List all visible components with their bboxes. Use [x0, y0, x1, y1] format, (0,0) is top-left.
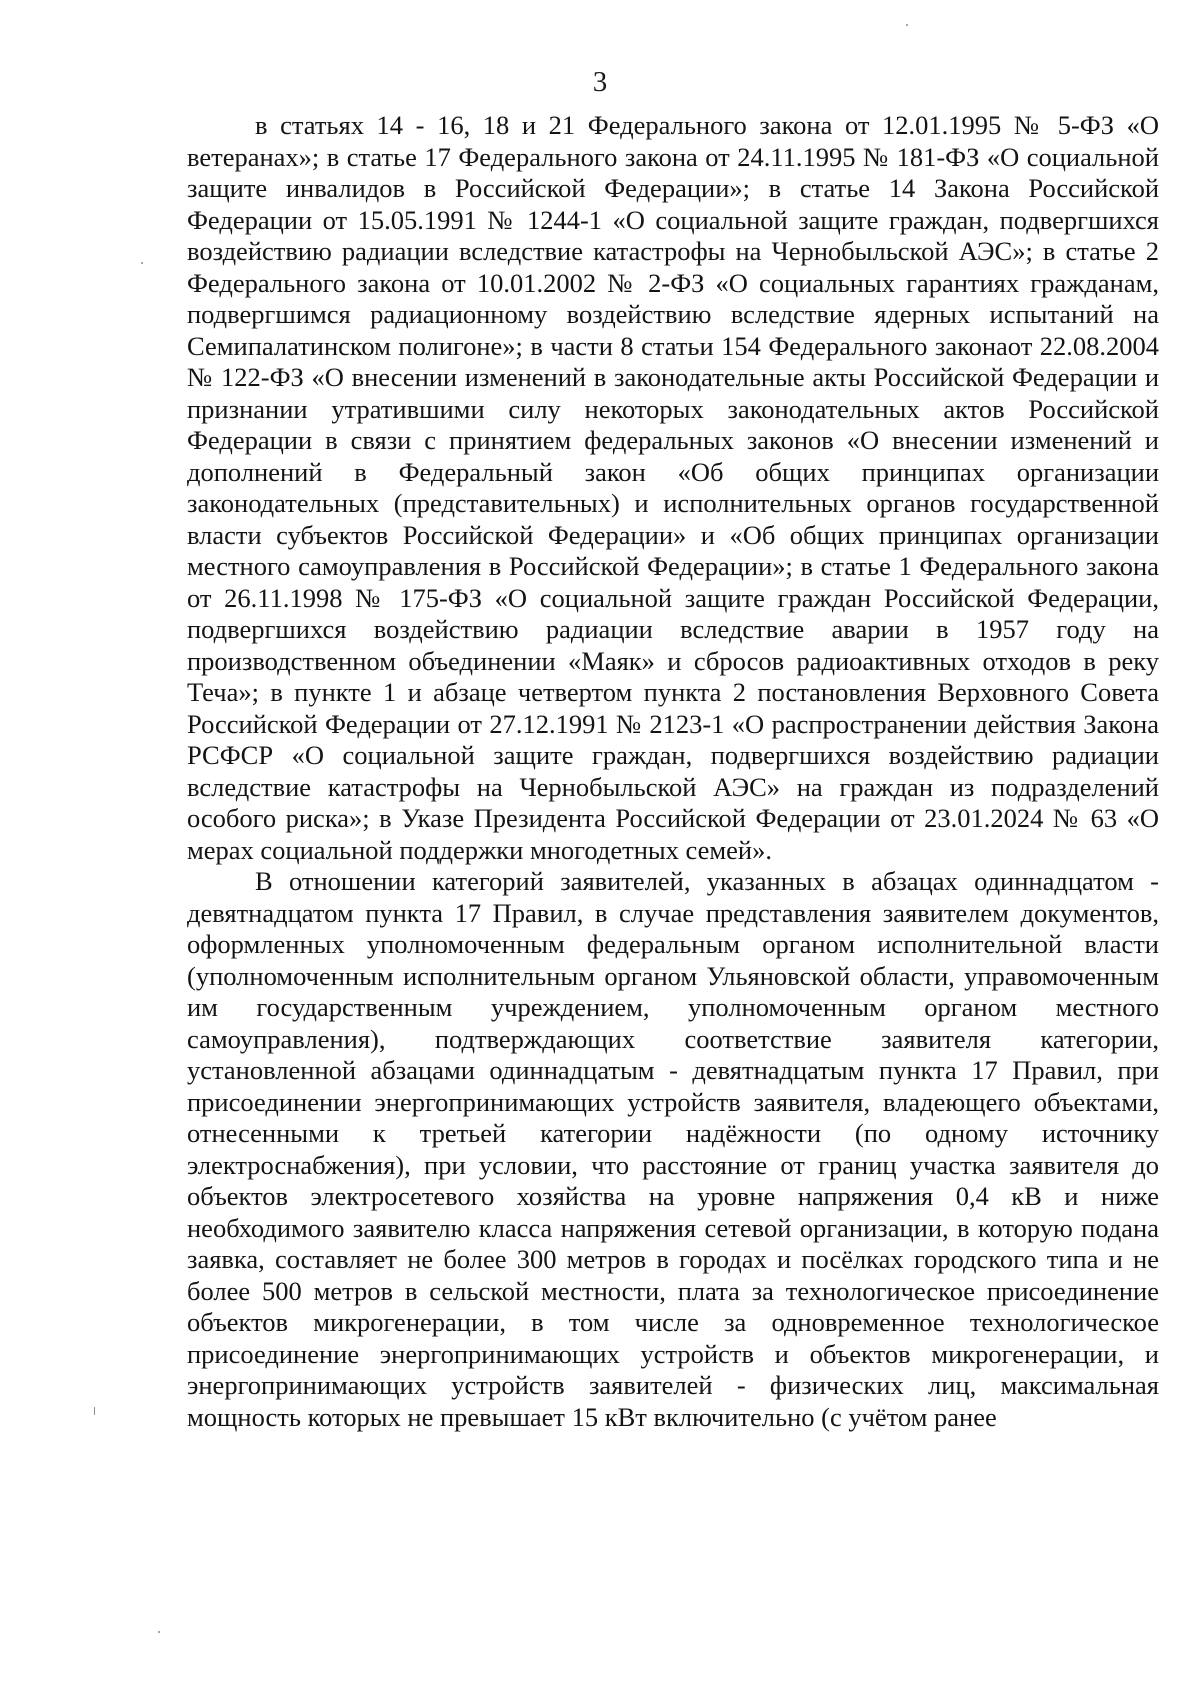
- scan-mark: [94, 1407, 95, 1415]
- document-body: [187, 110, 1159, 1433]
- paragraph-legal-references: в статьях 14 - 16, 18 и 21 Федерального закона от 12.01.1995 № 5-ФЗ «О ветеранах»; в статье 17 Федерального закона от 24.11.1995 № 181-ФЗ «О социальной защите инвалидов в Российской Федерации»; в статье 14 Закона Российской Федерации от 15.05.1991 № 1244-1 «О социальной защите граждан, подвергшихся воздействию радиации вследствие катастрофы на Чернобыльской АЭС»; в статье 2 Федерального закона от 10.01.2002 № 2-ФЗ «О социальных гарантиях гражданам, подвергшимся радиационному воздействию вследствие ядерных испытаний на Семипалатинском полигоне»; в части 8 статьи 154 Федерального законаот 22.08.2004 № 122-ФЗ «О внесении изменений в законодательные акты Российской Федерации и признании утратившими силу некоторых законодательных актов Российской Федерации в связи с принятием федеральных законов «О внесении изменений и дополнений в Федеральный закон «Об общих принципах организации законодательных (представительных) и исполнительных органов государственной власти субъектов Российской Федерации» и «Об общих принципах организации местного самоуправления в Российской Федерации»; в статье 1 Федерального закона от 26.11.1998 № 175-ФЗ «О социальной защите граждан Российской Федерации, подвергшихся воздействию радиации вследствие аварии в 1957 году на производственном объединении «Маяк» и сбросов радиоактивных отходов в реку Теча»; в пункте 1 и абзаце четвертом пункта 2 постановления Верховного Совета Российской Федерации от 27.12.1991 № 2123-1 «О распространении действия Закона РСФСР «О социальной защите граждан, подвергшихся воздействию радиации вследствие катастрофы на Чернобыльской АЭС» на граждан из подразделений особого риска»; в Указе Президента Российской Федерации от 23.01.2024 № 63 «О мерах социальной поддержки многодетных семей».: [187, 110, 1159, 865]
- scan-mark: [906, 24, 908, 26]
- scan-mark: [158, 1631, 160, 1633]
- page-number: 3: [592, 66, 608, 98]
- scan-mark: [141, 262, 143, 264]
- paragraph-applicant-categories: В отношении категорий заявителей, указанных в абзацах одиннадцатом - девятнадцатом пункта 17 Правил, в случае представления заявителем документов, оформленных уполномоченным федеральным органом исполнительной власти (уполномоченным исполнительным органом Ульяновской области, управомоченным им государственным учреждением, уполномоченным органом местного самоуправления), подтверждающих соответствие заявителя категории, установленной абзацами одиннадцатым - девятнадцатым пункта 17 Правил, при присоединении энергопринимающих устройств заявителя, владеющего объектами, отнесенными к третьей категории надёжности (по одному источнику электроснабжения), при условии, что расстояние от границ участка заявителя до объектов электросетевого хозяйства на уровне напряжения 0,4 кВ и ниже необходимого заявителю класса напряжения сетевой организации, в которую подана заявка, составляет не более 300 метров в городах и посёлках городского типа и не более 500 метров в сельской местности, плата за технологическое присоединение объектов микрогенерации, в том числе за одновременное технологическое присоединение энергопринимающих устройств и объектов микрогенерации, и энергопринимающих устройств заявителей - физических лиц, максимальная мощность которых не превышает 15 кВт включительно (с учётом ранее: [187, 866, 1159, 1432]
